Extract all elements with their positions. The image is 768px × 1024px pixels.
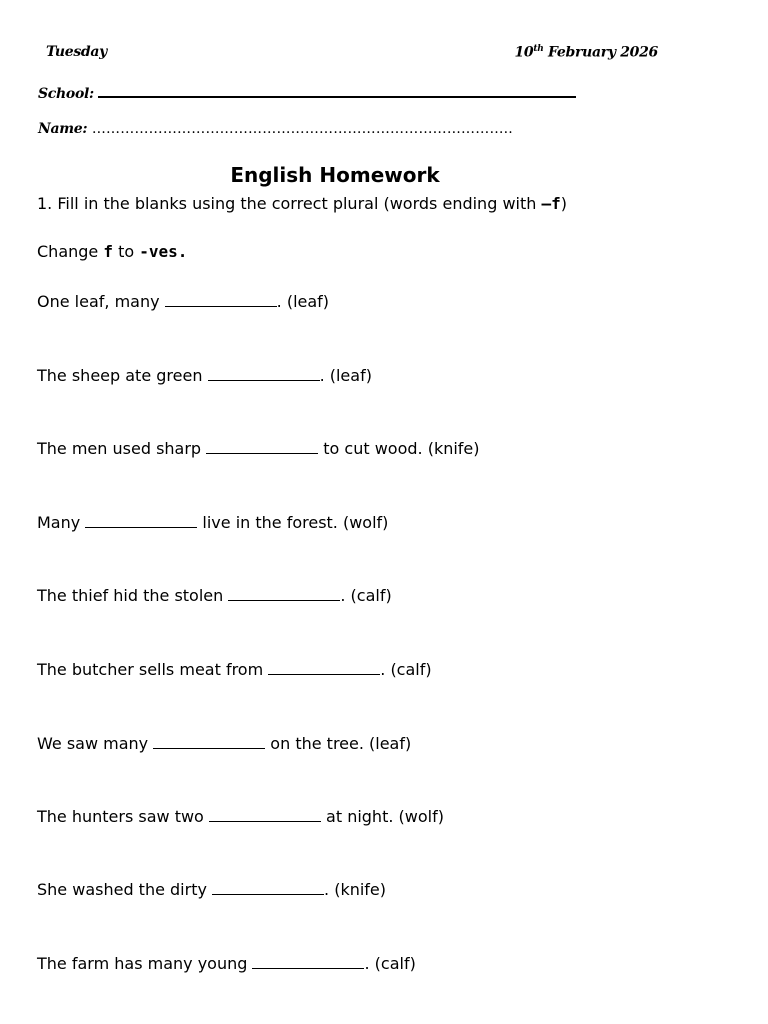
- date-label: [514, 44, 658, 61]
- sentence-item: [37, 292, 329, 311]
- school-answer-line[interactable]: [98, 82, 576, 98]
- sentence-after: on the tree. (leaf): [265, 734, 412, 753]
- sentence-before: She washed the dirty: [37, 880, 213, 899]
- sentence-before: The farm has many young: [37, 954, 253, 973]
- answer-blank[interactable]: [206, 439, 318, 454]
- answer-blank[interactable]: [212, 880, 324, 895]
- date-rest: February 2026: [548, 44, 658, 61]
- answer-blank[interactable]: [228, 586, 340, 601]
- name-label: Name:: [38, 121, 88, 137]
- sentence-after: . (calf): [364, 954, 416, 973]
- sentence-item: [37, 513, 388, 532]
- sentence-after: . (leaf): [319, 366, 372, 385]
- date-number: 10: [514, 44, 534, 61]
- sentence-before: The hunters saw two: [37, 807, 209, 826]
- rule-ves: -ves.: [139, 242, 188, 261]
- answer-blank[interactable]: [165, 292, 277, 307]
- rule-prefix: Change: [37, 242, 104, 261]
- instruction-text: [37, 194, 567, 213]
- sentence-after: . (calf): [380, 660, 432, 679]
- sentence-before: The butcher sells meat from: [37, 660, 269, 679]
- sentence-before: We saw many: [37, 734, 154, 753]
- instruction-main: 1. Fill in the blanks using the correct plural (words ending with: [37, 194, 542, 213]
- name-line: [38, 121, 513, 137]
- sentence-item: [37, 807, 444, 826]
- instruction-dash-f: –f: [541, 194, 561, 213]
- school-label: School:: [38, 86, 94, 102]
- answer-blank[interactable]: [153, 734, 265, 749]
- sentence-before: The thief hid the stolen: [37, 586, 229, 605]
- sentence-after: . (knife): [324, 880, 387, 899]
- rule-to: to: [112, 242, 140, 261]
- page-title: English Homework: [230, 163, 440, 187]
- sentence-item: [37, 586, 392, 605]
- answer-blank[interactable]: [85, 513, 197, 528]
- sentence-after: live in the forest. (wolf): [197, 513, 389, 532]
- rule-f: f: [103, 242, 113, 261]
- sentence-item: [37, 366, 372, 385]
- answer-blank[interactable]: [268, 660, 380, 675]
- sentence-after: . (leaf): [276, 292, 330, 311]
- instruction-close: ): [560, 194, 567, 213]
- sentence-after: . (calf): [340, 586, 392, 605]
- sentence-item: [37, 880, 386, 899]
- rule-text: [37, 242, 187, 261]
- sentence-after: at night. (wolf): [320, 807, 444, 826]
- sentence-item: [37, 439, 480, 458]
- answer-blank[interactable]: [209, 807, 321, 822]
- sentence-after: to cut wood. (knife): [318, 439, 480, 458]
- school-line: [38, 82, 576, 102]
- date-suffix: th: [533, 44, 544, 54]
- sentence-item: [37, 660, 432, 679]
- sentence-before: The men used sharp: [37, 439, 207, 458]
- day-label: Tuesday: [46, 44, 107, 60]
- sentence-before: Many: [37, 513, 86, 532]
- name-answer-dots[interactable]: ……………………………………………………………………………..: [91, 121, 513, 137]
- sentence-item: [37, 954, 416, 973]
- sentence-item: [37, 734, 411, 753]
- answer-blank[interactable]: [208, 366, 320, 381]
- answer-blank[interactable]: [252, 954, 364, 969]
- sentence-before: One leaf, many: [37, 292, 165, 311]
- sentence-before: The sheep ate green: [37, 366, 208, 385]
